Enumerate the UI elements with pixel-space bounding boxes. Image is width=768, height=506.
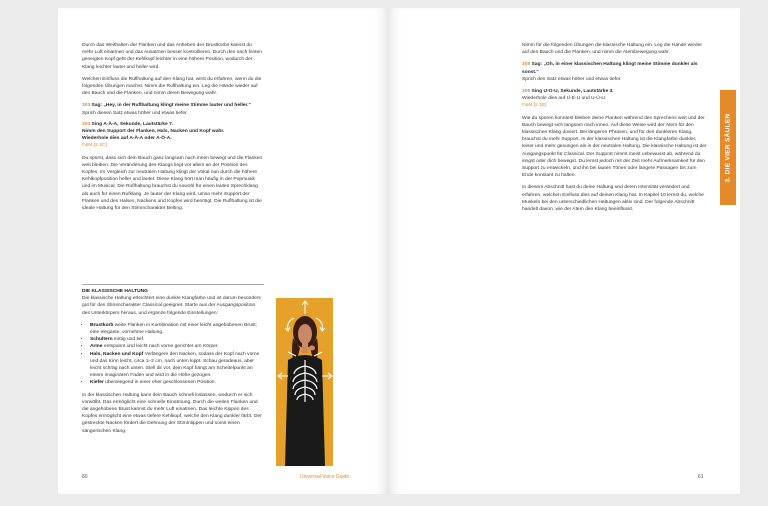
list-text: überwiegend in einer eher geschlossenen Position. <box>103 380 216 386</box>
page-number-left: 60 <box>82 474 88 480</box>
exercise-instruction: Sprich den Satz etwas höher und etwas tiefer. <box>522 76 622 82</box>
exercise-number: 304 <box>82 121 91 127</box>
exercise-instruction: Sprich diesen Satz etwas höher und etwas tiefer. <box>82 110 188 116</box>
book-title: Universal Voice Guide <box>300 474 350 480</box>
list-term: Schultern <box>90 337 113 343</box>
exercise-title: Sag: „Oh, in einer klassischen Haltung klingt meine Stimme dunkler als sonst." <box>522 62 698 75</box>
list-term: Brustkorb <box>90 322 114 328</box>
exercise-title: Sing U-O-U, Sekunde, Lautstärke 3. <box>531 89 614 95</box>
chapter-tab[interactable] <box>720 90 736 205</box>
list-item <box>90 322 264 336</box>
list-item <box>90 379 264 386</box>
paragraph: Du spürst, dass sich dein Bauch ganz langsam nach innen bewegt und die Flanken weit bleiben. Die Veränderung des Klangs liegt vor allem an der Position des Kopfes. Im Vergleich zur neutralen Haltung klingt der Vokal nun durch die höhere Kehlkopfposition heller und lauter. Diese Klang hört man häufig in der Popmusik und im Musical. Die Ruflhaltung brauchst du sowohl für einen lauten Sprechklang als auch für einen Rufklang. Je lauter der Klang wird, umso mehr Support der Flanken und des Halses, Nackens und Kopfes wird benötigt. Die Ruflhaltung ist die ideale Haltung für den Stimmcharakter Belting. <box>82 155 263 212</box>
exercise-title: Sing A-Ä-A, Sekunde, Lautstärke 7. <box>91 121 174 127</box>
list-item <box>90 336 264 343</box>
exercise-number: 303 <box>82 103 91 109</box>
exercise-305 <box>522 61 708 83</box>
paragraph: In der klassischen Haltung kann dein Bauch schnell loslassen, wodurch er sich vorwölbt. Das ermöglicht eine schnelle Einatmung. Durch die weiten Flanken und die angehobene Brust kannst du mehr Luft einatmen. Das leichte Kippen des Kopfes ermöglicht eine etwas tiefere Kehlkopf, welche den Klang dunkler färbt. Der gestreckte Nacken fördert die Dehnung der Stimmlippen und somit einen sängerischen Klang. <box>82 392 262 434</box>
chapter-tab-label: 3. DIE VIER SÄULEN <box>724 113 732 182</box>
exercise-title: Sag: „Hey, in der Ruflhaltung klingt meine Stimme lauter und heller." <box>91 103 251 109</box>
section-heading: DIE KLASSISCHE HALTUNG <box>82 284 264 295</box>
exercise-line: Wiederhole dies auf A-Ä-A oder A-Ö-A. <box>82 136 172 142</box>
left-column-bottom <box>82 278 264 440</box>
list-text: entspannt und leicht nach vorne gerichtet am Körper. <box>102 344 219 350</box>
media-reference: F&M [2.2C] <box>82 143 107 149</box>
list-item <box>90 343 264 350</box>
exercise-303 <box>82 102 264 116</box>
list-item <box>90 351 264 380</box>
paragraph: In diesem Abschnitt hast du deine Haltung und deren Intensität verändert und erfahren, welchen Einfluss dies auf deinen Klang hat. In Kapitel 10 lernst du, welche Muskeln bei den unterschiedlichen Haltungen aktiv sind. Der folgende Abschnitt handelt davon, wie der Atem den Klang beeinflusst. <box>522 185 704 213</box>
paragraph: Nimm für die folgenden Übungen die klassische Haltung ein. Leg die Hände wieder auf den Bauch und die Flanken, und nimm die Atembewegung wahr. <box>522 43 702 56</box>
list-text: mittig und tief. <box>112 337 145 343</box>
exercise-306 <box>522 88 708 110</box>
exercise-instruction: Wiederhole dies auf U-E-U und U-Ü-U. <box>522 96 607 102</box>
right-column <box>522 42 708 218</box>
settings-list <box>82 322 264 387</box>
exercise-304 <box>82 121 264 150</box>
page-number-right: 61 <box>698 474 704 480</box>
list-term: Kiefer <box>90 380 104 386</box>
paragraph: Die klassische Haltung erleichtert eine dunkle Klangfarbe und ist darum besonders gut für den Stimmcharakter Classical geeignet. Starte aus der Ausgangsposition des Unterkörpers heraus, und ergänze folgende Einstellungen: <box>82 296 261 316</box>
exercise-number: 305 <box>522 62 531 68</box>
exercise-line: Nimm den Support der Flanken, Hals, Nacken und Kopf wahr. <box>82 129 225 135</box>
list-term: Hals, Nacken und Kopf <box>90 351 144 357</box>
paragraph: Durch das Weithalten der Flanken und das Anheben des Brustkorbs kannst du mehr Luft einatmen und das Ausatmen besser kontrollieren. Durch den nach hinten geneigten Kopf geht der Kehlkopf leichter in eine höhere Position, wodurch der Klang leichter lauter und heller wird. <box>82 43 262 70</box>
singer-illustration <box>276 298 333 466</box>
posture-photo <box>276 298 333 466</box>
left-column-top <box>82 42 264 217</box>
media-reference: F&M [2.2E] <box>522 103 547 109</box>
paragraph: Welchen Einfluss die Ruflhaltung auf den Klang hat, wirst du erfahren, wenn du die folgenden Übungen machst. Nimm die Ruflhaltung ein. Leg die Hände wieder auf den Bauch und die Flanken, und nimm deren Bewegung wahr. <box>82 76 262 97</box>
paragraph: Wie du spüren konntest bleiben deine Flanken während des Sprechens weit und der Bauch bewegt sich langsam nach innen. Auf diese Weise wird der Atem für den klassischen Klang dosiert. Bei längeren Phrasen, und für den dunkleren Klang, brauchst du mehr Support. In der klassischen Haltung ist die Klangfarbe dunkler, leiser und mehr gesungen als in der neutralen Haltung. Die klassische Haltung ist der Ausgangspunkt für Classical. Der Support nimmt meist unbewusst ab, während du singst oder dich bewegst. Du lernst jedoch mit der Zeit mehr Aufmerksamkeit für den Support zu entwickeln, und ihn bei lauten Tönen oder längere Passagen bis zum Ende konstant zu halten. <box>522 115 707 179</box>
list-text: weite Flanken in Kombination mit einer leicht angehobenen Brust; eine elegante, vornehme Haltung. <box>90 322 257 336</box>
exercise-number: 306 <box>522 89 531 95</box>
list-term: Arme <box>90 344 103 350</box>
list-text: Verlängere den Nacken, sodass der Kopf nach vorne und das Kinn leicht, circa 1–2 cm, nach unten kippt. Schau geradeaus, aber leicht schräg nach unten. Stell dir vor, dein Kopf hängt am Scheitelpunkt an einem imaginären Faden und wird in die Höhe gezogen. <box>90 351 260 379</box>
